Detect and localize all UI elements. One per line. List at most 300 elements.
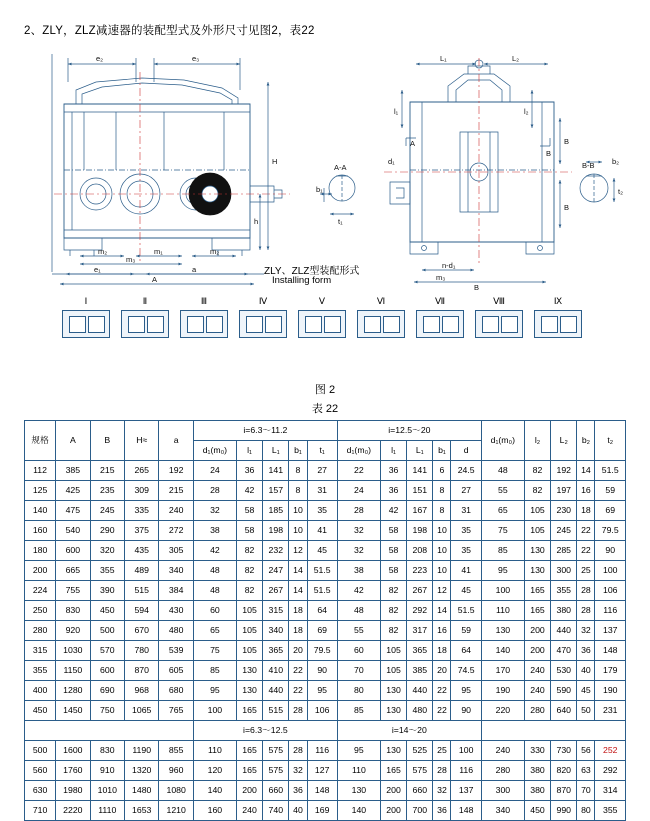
- cell-value: 375: [125, 521, 159, 541]
- cell-value: 12: [433, 581, 451, 601]
- cell-value: 116: [307, 741, 337, 761]
- cell-value: 120: [193, 761, 236, 781]
- cell-value: 594: [125, 601, 159, 621]
- cell-spec: 355: [25, 661, 56, 681]
- cell-value: 314: [595, 781, 626, 801]
- cell-value: 309: [125, 481, 159, 501]
- cell-value: 340: [263, 621, 289, 641]
- cell-value: 317: [407, 621, 433, 641]
- cell-value: 165: [524, 601, 550, 621]
- cell-value: 160: [193, 801, 236, 821]
- dim-label-l2: l₂: [524, 107, 529, 116]
- cell-value: 79.5: [595, 521, 626, 541]
- cell-value: 910: [90, 761, 124, 781]
- cell-value: 22: [577, 521, 595, 541]
- header-b1-g1: b₁: [289, 441, 307, 461]
- header-a: a: [159, 421, 193, 461]
- cell-value: 435: [125, 541, 159, 561]
- cell-value: 90: [451, 701, 481, 721]
- cell-value: 35: [451, 521, 481, 541]
- dim-label-l1: l₁: [394, 107, 399, 116]
- cell-value: 45: [451, 581, 481, 601]
- cell-value: 60: [193, 601, 236, 621]
- cell-value: 25: [433, 741, 451, 761]
- form-item-7: [414, 296, 466, 338]
- cell-value: 64: [451, 641, 481, 661]
- cell-value: 40: [577, 661, 595, 681]
- cell-value: 665: [56, 561, 90, 581]
- cell-spec: 200: [25, 561, 56, 581]
- cell-value: 22: [289, 681, 307, 701]
- subheader-group-i63-125: i=6.3～12.5: [193, 721, 337, 741]
- cell-value: 200: [524, 621, 550, 641]
- cell-value: 105: [236, 641, 262, 661]
- cell-value: 28: [337, 501, 380, 521]
- cell-value: 385: [407, 661, 433, 681]
- cell-value: 82: [236, 561, 262, 581]
- cell-value: 32: [577, 621, 595, 641]
- cell-value: 95: [337, 741, 380, 761]
- cell-value: 10: [433, 541, 451, 561]
- cell-value: 384: [159, 581, 193, 601]
- cell-value: 14: [289, 581, 307, 601]
- cell-value: 280: [524, 701, 550, 721]
- cell-value: 1280: [56, 681, 90, 701]
- drawing-svg: [24, 42, 628, 292]
- cell-value: 130: [524, 561, 550, 581]
- dim-label-L2: L₂: [512, 54, 520, 63]
- header-l2: l₂: [524, 421, 550, 461]
- cell-value: 355: [551, 581, 577, 601]
- cell-value: 920: [56, 621, 90, 641]
- cell-value: 8: [433, 501, 451, 521]
- cell-value: 110: [337, 761, 380, 781]
- cell-value: 28: [289, 741, 307, 761]
- cell-value: 36: [577, 641, 595, 661]
- cell-value: 525: [407, 741, 433, 761]
- dim-label-B-bot: B: [564, 203, 570, 212]
- cell-value: 48: [481, 461, 524, 481]
- cell-value: 198: [263, 521, 289, 541]
- table-row: [25, 681, 626, 701]
- cell-value: 600: [56, 541, 90, 561]
- cell-value: 340: [159, 561, 193, 581]
- form-label: Ⅸ: [553, 296, 563, 306]
- cell-spec: 560: [25, 761, 56, 781]
- cell-value: 48: [193, 581, 236, 601]
- cell-value: 575: [263, 761, 289, 781]
- form-item-9: [532, 296, 584, 338]
- cell-value: 110: [481, 601, 524, 621]
- cell-value: 130: [337, 781, 380, 801]
- cell-value: 85: [193, 661, 236, 681]
- cell-value: 80: [577, 801, 595, 821]
- dim-label-e1: e₁: [94, 265, 101, 274]
- cell-value: 450: [524, 801, 550, 821]
- cell-value: 82: [524, 461, 550, 481]
- cell-value: 105: [236, 621, 262, 641]
- table-row: [25, 781, 626, 801]
- cell-value: 198: [407, 521, 433, 541]
- cell-value: 220: [481, 701, 524, 721]
- cell-value: 730: [551, 741, 577, 761]
- table-row: [25, 801, 626, 821]
- subheader-blank-right: [481, 721, 625, 741]
- cell-value: 267: [407, 581, 433, 601]
- cell-value: 640: [551, 701, 577, 721]
- cell-value: 410: [263, 661, 289, 681]
- cell-value: 48: [193, 561, 236, 581]
- cell-value: 2220: [56, 801, 90, 821]
- cell-value: 200: [524, 641, 550, 661]
- cell-value: 200: [380, 781, 406, 801]
- cell-value: 27: [451, 481, 481, 501]
- cell-value: 489: [125, 561, 159, 581]
- header-group-i125-20: i=12.5～20: [337, 421, 481, 441]
- table-row: [25, 621, 626, 641]
- header-L1-g2: L₁: [407, 441, 433, 461]
- cell-value: 765: [159, 701, 193, 721]
- cell-value: 265: [125, 461, 159, 481]
- form-label: Ⅰ: [84, 296, 88, 306]
- cell-value: 575: [263, 741, 289, 761]
- cell-value: 140: [337, 801, 380, 821]
- cell-value: 208: [407, 541, 433, 561]
- cell-spec: 630: [25, 781, 56, 801]
- cell-spec: 112: [25, 461, 56, 481]
- cell-value: 18: [433, 641, 451, 661]
- cell-value: 95: [481, 561, 524, 581]
- dimensions-table: [24, 420, 626, 821]
- dim-label-b2-bb: b₂: [612, 157, 620, 166]
- page-heading: 2、ZLY，ZLZ减速器的装配型式及外形尺寸见图2，表22: [24, 25, 315, 37]
- cell-value: 28: [577, 601, 595, 621]
- dim-label-m2-right: m₂: [210, 247, 220, 256]
- cell-value: 82: [236, 541, 262, 561]
- cell-value: 870: [551, 781, 577, 801]
- cell-value: 22: [433, 701, 451, 721]
- cell-value: 45: [307, 541, 337, 561]
- cell-value: 48: [337, 601, 380, 621]
- dim-label-L1: L₁: [440, 54, 447, 63]
- form-label: Ⅲ: [200, 296, 208, 306]
- cell-value: 355: [90, 561, 124, 581]
- cell-value: 42: [193, 541, 236, 561]
- form-diagram: [121, 310, 169, 338]
- cell-value: 165: [236, 761, 262, 781]
- cell-value: 10: [289, 521, 307, 541]
- cell-value: 223: [407, 561, 433, 581]
- cell-value: 169: [307, 801, 337, 821]
- cell-value: 780: [125, 641, 159, 661]
- cell-value: 380: [551, 601, 577, 621]
- cell-value: 58: [236, 501, 262, 521]
- cell-value: 20: [289, 641, 307, 661]
- drawing-caption-cn: ZLY、ZLZ型装配形式: [264, 266, 360, 277]
- cell-value: 190: [595, 681, 626, 701]
- cell-value: 340: [481, 801, 524, 821]
- cell-value: 148: [595, 641, 626, 661]
- table-row: [25, 541, 626, 561]
- cell-value: 240: [159, 501, 193, 521]
- header-t1-g1: t₁: [307, 441, 337, 461]
- cell-value: 74.5: [451, 661, 481, 681]
- cell-value: 60: [337, 641, 380, 661]
- table-subheader-row: [25, 721, 626, 741]
- cell-value: 1190: [125, 741, 159, 761]
- dim-label-e3: e₃: [192, 54, 200, 63]
- cell-value: 755: [56, 581, 90, 601]
- header-d-g2: d: [451, 441, 481, 461]
- table-title: 表 22: [311, 403, 339, 415]
- drawing-caption-en: Installing form: [272, 275, 332, 286]
- cell-value: 105: [236, 601, 262, 621]
- cell-value: 14: [289, 561, 307, 581]
- cell-value: 290: [90, 521, 124, 541]
- cell-value: 56: [577, 741, 595, 761]
- cell-value: 100: [193, 701, 236, 721]
- cell-value: 69: [307, 621, 337, 641]
- cell-value: 575: [407, 761, 433, 781]
- cell-value: 14: [577, 461, 595, 481]
- cell-value: 1450: [56, 701, 90, 721]
- cell-value: 22: [337, 461, 380, 481]
- cell-value: 185: [263, 501, 289, 521]
- cell-value: 95: [307, 681, 337, 701]
- cell-value: 300: [551, 561, 577, 581]
- form-label: Ⅴ: [318, 296, 326, 306]
- cell-value: 830: [90, 741, 124, 761]
- cell-value: 1030: [56, 641, 90, 661]
- cell-value: 10: [433, 521, 451, 541]
- table-row: [25, 601, 626, 621]
- cell-value: 480: [407, 701, 433, 721]
- cell-value: 539: [159, 641, 193, 661]
- cell-value: 36: [289, 781, 307, 801]
- cell-value: 530: [551, 661, 577, 681]
- cell-value: 59: [451, 621, 481, 641]
- cell-value: 1110: [90, 801, 124, 821]
- cell-value: 235: [90, 481, 124, 501]
- section-label-aa: A-A: [334, 163, 347, 172]
- cell-value: 58: [380, 541, 406, 561]
- cell-value: 8: [289, 461, 307, 481]
- cell-value: 24.5: [451, 461, 481, 481]
- cell-spec: 315: [25, 641, 56, 661]
- cell-value: 215: [90, 461, 124, 481]
- dim-label-a: a: [192, 265, 197, 274]
- cell-value: 95: [451, 681, 481, 701]
- cell-value: 28: [433, 761, 451, 781]
- cell-value: 148: [307, 781, 337, 801]
- cell-value: 137: [595, 621, 626, 641]
- cell-value: 51.5: [595, 461, 626, 481]
- cell-value: 292: [407, 601, 433, 621]
- cell-value: 215: [159, 481, 193, 501]
- cell-value: 110: [193, 741, 236, 761]
- cell-value: 1080: [159, 781, 193, 801]
- cell-value: 36: [380, 481, 406, 501]
- cell-value: 100: [451, 741, 481, 761]
- dim-label-nd1: n-d₁: [442, 261, 456, 270]
- cell-value: 82: [380, 621, 406, 641]
- header-B: B: [90, 421, 124, 461]
- form-diagram: [475, 310, 523, 338]
- cell-value: 1653: [125, 801, 159, 821]
- form-item-8: [473, 296, 525, 338]
- form-diagram: [62, 310, 110, 338]
- form-label: Ⅷ: [493, 296, 505, 306]
- cell-value: 55: [481, 481, 524, 501]
- cell-value: 960: [159, 761, 193, 781]
- table-row: [25, 581, 626, 601]
- cell-value: 22: [577, 541, 595, 561]
- cell-value: 165: [236, 741, 262, 761]
- cell-value: 179: [595, 661, 626, 681]
- dim-label-m2-left: m₂: [98, 247, 108, 256]
- cell-value: 500: [90, 621, 124, 641]
- cell-value: 25: [577, 561, 595, 581]
- cell-value: 36: [380, 461, 406, 481]
- cell-value: 240: [524, 661, 550, 681]
- cell-spec: 140: [25, 501, 56, 521]
- form-diagram: [298, 310, 346, 338]
- table-row: [25, 521, 626, 541]
- form-item-1: [60, 296, 112, 338]
- cell-value: 335: [125, 501, 159, 521]
- cell-value: 170: [481, 661, 524, 681]
- cell-value: 470: [551, 641, 577, 661]
- cell-value: 140: [481, 641, 524, 661]
- cell-value: 10: [433, 561, 451, 581]
- cell-value: 82: [380, 601, 406, 621]
- cell-value: 105: [380, 641, 406, 661]
- cell-value: 1065: [125, 701, 159, 721]
- cell-value: 18: [577, 501, 595, 521]
- header-H: H≈: [125, 421, 159, 461]
- cell-value: 192: [159, 461, 193, 481]
- cell-value: 245: [90, 501, 124, 521]
- cell-value: 130: [481, 621, 524, 641]
- cell-value: 116: [451, 761, 481, 781]
- cell-value: 315: [263, 601, 289, 621]
- table-row: [25, 461, 626, 481]
- header-d1-m0-g1: d₁(m₀): [193, 441, 236, 461]
- cell-value: 106: [595, 581, 626, 601]
- cell-value: 35: [451, 541, 481, 561]
- cell-value: 8: [433, 481, 451, 501]
- table-row: [25, 481, 626, 501]
- cell-value: 300: [481, 781, 524, 801]
- form-diagram: [534, 310, 582, 338]
- cell-value: 245: [551, 521, 577, 541]
- cell-value: 64: [307, 601, 337, 621]
- dimensions-table-wrap: [24, 420, 626, 821]
- cell-value: 85: [481, 541, 524, 561]
- cell-value: 50: [577, 701, 595, 721]
- cell-value: 365: [263, 641, 289, 661]
- cell-value: 59: [595, 481, 626, 501]
- cell-value: 480: [159, 621, 193, 641]
- section-label-bb: B-B: [582, 161, 595, 170]
- cell-value: 100: [595, 561, 626, 581]
- dim-label-A: A: [152, 275, 158, 284]
- cell-value: 80: [337, 681, 380, 701]
- cell-value: 192: [551, 461, 577, 481]
- cell-value: 31: [307, 481, 337, 501]
- cell-spec: 710: [25, 801, 56, 821]
- header-d1-m0: d₁(m₀): [481, 421, 524, 461]
- cell-value: 130: [236, 661, 262, 681]
- table-row: [25, 701, 626, 721]
- cell-value: 230: [551, 501, 577, 521]
- header-A: A: [56, 421, 90, 461]
- cell-value: 58: [236, 521, 262, 541]
- cell-value: 600: [90, 661, 124, 681]
- form-diagram: [416, 310, 464, 338]
- cell-value: 855: [159, 741, 193, 761]
- header-b1-g2: b₁: [433, 441, 451, 461]
- cell-value: 968: [125, 681, 159, 701]
- dim-label-b1-aa: b₁: [316, 185, 323, 194]
- form-label: Ⅵ: [376, 296, 386, 306]
- cell-value: 28: [193, 481, 236, 501]
- cell-value: 1210: [159, 801, 193, 821]
- cell-value: 24: [193, 461, 236, 481]
- cell-value: 660: [263, 781, 289, 801]
- cell-value: 137: [451, 781, 481, 801]
- cell-value: 1480: [125, 781, 159, 801]
- cell-value: 450: [90, 601, 124, 621]
- cell-value: 42: [380, 501, 406, 521]
- cell-value: 440: [263, 681, 289, 701]
- dim-label-e2: e₂: [96, 54, 104, 63]
- cell-value: 267: [263, 581, 289, 601]
- cell-value: 240: [236, 801, 262, 821]
- cell-value: 69: [595, 501, 626, 521]
- form-item-3: [178, 296, 230, 338]
- form-item-5: [296, 296, 348, 338]
- cell-value: 51.5: [451, 601, 481, 621]
- cell-value: 90: [595, 541, 626, 561]
- cell-value: 63: [577, 761, 595, 781]
- table-row: [25, 741, 626, 761]
- cell-value: 130: [380, 681, 406, 701]
- cell-value: 18: [289, 601, 307, 621]
- form-label: Ⅳ: [258, 296, 268, 306]
- table-row: [25, 501, 626, 521]
- cell-value: 32: [337, 541, 380, 561]
- cell-value: 1320: [125, 761, 159, 781]
- form-diagram: [239, 310, 287, 338]
- subheader-group-i14-20: i=14～20: [337, 721, 481, 741]
- header-l1-g2: l₁: [380, 441, 406, 461]
- cell-value: 1980: [56, 781, 90, 801]
- cell-value: 990: [551, 801, 577, 821]
- cell-value: 27: [307, 461, 337, 481]
- cell-value: 51.5: [307, 561, 337, 581]
- cell-value: 740: [263, 801, 289, 821]
- cell-value: 660: [407, 781, 433, 801]
- cell-value: 32: [289, 761, 307, 781]
- dim-label-t2-bb: t₂: [618, 187, 623, 196]
- cell-value: 65: [481, 501, 524, 521]
- cell-value: 151: [407, 481, 433, 501]
- dim-label-B-top: B: [564, 137, 570, 146]
- cell-value: 830: [56, 601, 90, 621]
- form-item-6: [355, 296, 407, 338]
- cell-value: 540: [56, 521, 90, 541]
